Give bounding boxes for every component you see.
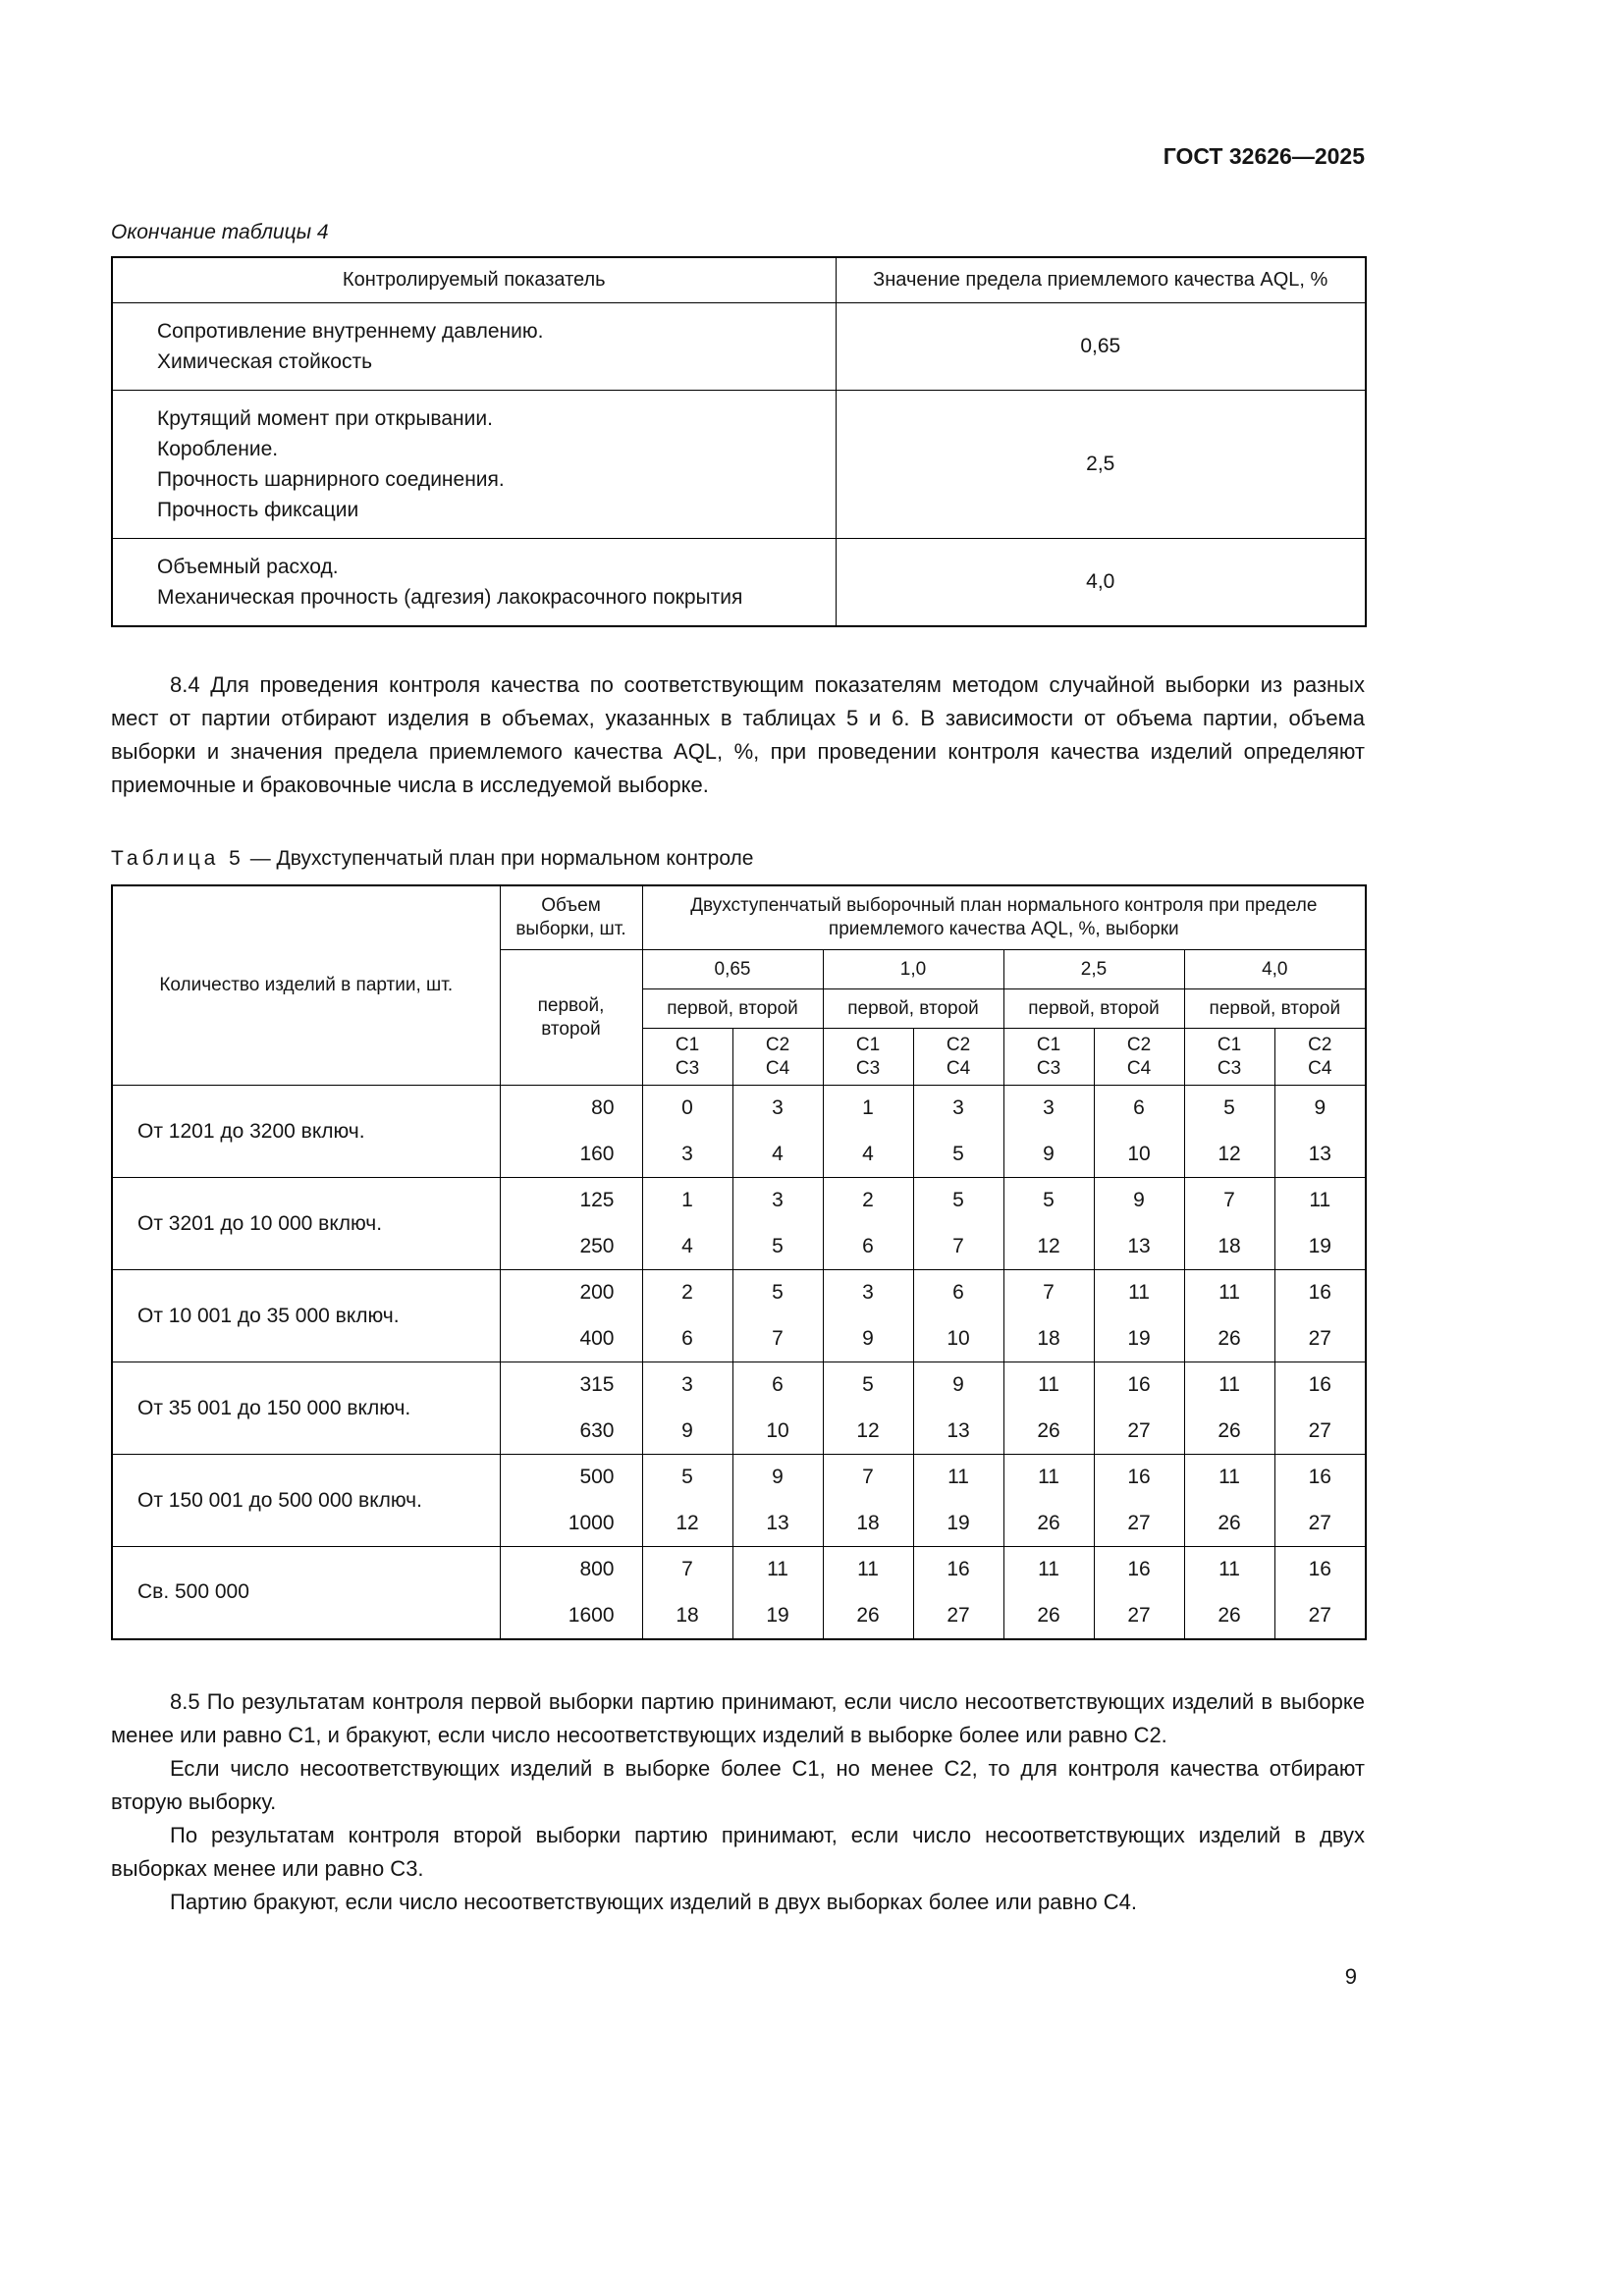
table5-group — [112, 1086, 1366, 1178]
aql-value-cell: 2,5 — [836, 390, 1366, 538]
accept-reject-cell: 11 — [1003, 1547, 1094, 1593]
accept-reject-cell: 7 — [1184, 1178, 1274, 1224]
accept-reject-cell: 3 — [913, 1086, 1003, 1132]
accept-reject-cell: 19 — [1094, 1316, 1184, 1362]
table5-pair-sub-1: первой, второй — [823, 989, 1003, 1029]
table5-pair-sub-0: первой, второй — [642, 989, 823, 1029]
indicator-line: Прочность фиксации — [157, 498, 359, 521]
accept-reject-cell: 16 — [1274, 1455, 1366, 1501]
accept-reject-cell: 12 — [1184, 1132, 1274, 1178]
accept-reject-cell: 5 — [823, 1362, 913, 1409]
table5-plan-title: Двухступенчатый выборочный план нормального контроля при пределе приемлемого качества AQL, %, выборки — [642, 885, 1366, 950]
accept-reject-cell: 6 — [823, 1224, 913, 1270]
accept-reject-cell: 18 — [823, 1501, 913, 1547]
accept-reject-cell: 5 — [732, 1224, 823, 1270]
table5 — [111, 884, 1367, 1640]
batch-range-cell: От 3201 до 10 000 включ. — [112, 1178, 500, 1270]
accept-reject-cell: 6 — [913, 1270, 1003, 1316]
accept-reject-cell: 11 — [1003, 1455, 1094, 1501]
accept-reject-cell: 19 — [732, 1593, 823, 1639]
c1-label: С1 — [855, 1034, 881, 1055]
sample-size-cell: 250 — [500, 1224, 642, 1270]
accept-reject-cell: 27 — [1274, 1316, 1366, 1362]
accept-reject-cell: 27 — [1274, 1593, 1366, 1639]
c4-label: С4 — [1308, 1057, 1332, 1079]
accept-reject-cell: 11 — [1184, 1547, 1274, 1593]
c4-label: С4 — [765, 1057, 790, 1079]
accept-reject-cell: 5 — [1003, 1178, 1094, 1224]
accept-reject-cell: 16 — [1094, 1455, 1184, 1501]
accept-reject-cell: 3 — [642, 1362, 732, 1409]
accept-reject-cell: 7 — [913, 1224, 1003, 1270]
doc-code-header: ГОСТ 32626—2025 — [1163, 143, 1365, 169]
sample-size-cell: 630 — [500, 1409, 642, 1455]
indicator-cell — [112, 538, 836, 626]
accept-reject-cell: 12 — [1003, 1224, 1094, 1270]
table5-head — [112, 885, 1366, 1086]
sample-size-cell: 315 — [500, 1362, 642, 1409]
accept-reject-cell: 5 — [913, 1132, 1003, 1178]
accept-reject-cell: 6 — [642, 1316, 732, 1362]
paragraph-8-5-4: Партию бракуют, если число несоответствующих изделий в двух выборках более или равно С4. — [170, 1889, 1137, 1914]
table4-head — [112, 257, 1366, 302]
accept-reject-cell: 27 — [1274, 1501, 1366, 1547]
accept-reject-cell: 3 — [732, 1086, 823, 1132]
table5-row — [112, 1270, 1366, 1316]
accept-reject-cell: 3 — [823, 1270, 913, 1316]
table5-aql-3: 4,0 — [1184, 950, 1366, 989]
table5-group — [112, 1270, 1366, 1362]
table5-c24-1 — [913, 1029, 1003, 1086]
c4-label: С4 — [946, 1057, 971, 1079]
accept-reject-cell: 2 — [823, 1178, 913, 1224]
table5-group — [112, 1362, 1366, 1455]
accept-reject-cell: 3 — [1003, 1086, 1094, 1132]
table5-pair-sub-2: первой, второй — [1003, 989, 1184, 1029]
accept-reject-cell: 7 — [642, 1547, 732, 1593]
accept-reject-cell: 11 — [823, 1547, 913, 1593]
accept-reject-cell: 7 — [732, 1316, 823, 1362]
accept-reject-cell: 3 — [732, 1178, 823, 1224]
c1-label: С1 — [1217, 1034, 1242, 1055]
sample-size-cell: 1000 — [500, 1501, 642, 1547]
batch-range-cell: Св. 500 000 — [112, 1547, 500, 1639]
accept-reject-cell: 16 — [1274, 1547, 1366, 1593]
table4-row — [112, 390, 1366, 538]
accept-reject-cell: 12 — [823, 1409, 913, 1455]
paragraph-8-5-2: Если число несоответствующих изделий в выборке более С1, но менее С2, то для контроля качества отбирают вторую выборку. — [111, 1755, 1365, 1814]
accept-reject-cell: 11 — [1274, 1178, 1366, 1224]
accept-reject-cell: 10 — [913, 1316, 1003, 1362]
accept-reject-cell: 0 — [642, 1086, 732, 1132]
table5-row — [112, 1362, 1366, 1409]
accept-reject-cell: 10 — [1094, 1132, 1184, 1178]
table5-group — [112, 1455, 1366, 1547]
table5-sample-sub: первой, второй — [500, 950, 642, 1086]
table5-col-batch: Количество изделий в партии, шт. — [112, 885, 500, 1086]
accept-reject-cell: 5 — [1184, 1086, 1274, 1132]
accept-reject-cell: 27 — [1094, 1409, 1184, 1455]
accept-reject-cell: 12 — [642, 1501, 732, 1547]
table5-row — [112, 1547, 1366, 1593]
accept-reject-cell: 1 — [642, 1178, 732, 1224]
table5-c13-0 — [642, 1029, 732, 1086]
accept-reject-cell: 18 — [642, 1593, 732, 1639]
sample-size-cell: 800 — [500, 1547, 642, 1593]
c3-label: С3 — [1217, 1057, 1242, 1079]
c3-label: С3 — [1036, 1057, 1061, 1079]
aql-value-cell: 4,0 — [836, 538, 1366, 626]
table4-row — [112, 538, 1366, 626]
c2-label: С2 — [1126, 1034, 1152, 1055]
table5-c24-0 — [732, 1029, 823, 1086]
sample-size-cell: 500 — [500, 1455, 642, 1501]
accept-reject-cell: 26 — [1184, 1316, 1274, 1362]
c3-label: С3 — [675, 1057, 700, 1079]
accept-reject-cell: 27 — [1274, 1409, 1366, 1455]
sample-size-cell: 200 — [500, 1270, 642, 1316]
accept-reject-cell: 5 — [913, 1178, 1003, 1224]
accept-reject-cell: 9 — [1094, 1178, 1184, 1224]
c1-label: С1 — [675, 1034, 700, 1055]
indicator-cell — [112, 390, 836, 538]
indicator-cell — [112, 302, 836, 390]
table5-group — [112, 1178, 1366, 1270]
accept-reject-cell: 2 — [642, 1270, 732, 1316]
accept-reject-cell: 26 — [1184, 1501, 1274, 1547]
accept-reject-cell: 4 — [732, 1132, 823, 1178]
accept-reject-cell: 16 — [1094, 1547, 1184, 1593]
accept-reject-cell: 27 — [913, 1593, 1003, 1639]
accept-reject-cell: 9 — [913, 1362, 1003, 1409]
table5-aql-2: 2,5 — [1003, 950, 1184, 989]
table5-c24-3 — [1274, 1029, 1366, 1086]
c4-label: С4 — [1126, 1057, 1152, 1079]
accept-reject-cell: 13 — [913, 1409, 1003, 1455]
accept-reject-cell: 16 — [1274, 1270, 1366, 1316]
accept-reject-cell: 6 — [1094, 1086, 1184, 1132]
accept-reject-cell: 11 — [1184, 1270, 1274, 1316]
accept-reject-cell: 4 — [823, 1132, 913, 1178]
table5-c13-1 — [823, 1029, 913, 1086]
table4-row — [112, 302, 1366, 390]
page-number: 9 — [1344, 1963, 1357, 1989]
accept-reject-cell: 27 — [1094, 1593, 1184, 1639]
accept-reject-cell: 10 — [732, 1409, 823, 1455]
aql-value-cell: 0,65 — [836, 302, 1366, 390]
accept-reject-cell: 16 — [1094, 1362, 1184, 1409]
sample-size-cell: 80 — [500, 1086, 642, 1132]
table5-caption-text: — Двухступенчатый план при нормальном контроле — [249, 846, 754, 870]
indicator-line: Химическая стойкость — [157, 349, 373, 373]
table5-col-sample: Объем выборки, шт. — [500, 885, 642, 950]
c2-label: С2 — [946, 1034, 971, 1055]
accept-reject-cell: 26 — [1003, 1593, 1094, 1639]
table4-col-aql: Значение предела приемлемого качества AQL, % — [836, 257, 1366, 302]
table5-aql-0: 0,65 — [642, 950, 823, 989]
accept-reject-cell: 6 — [732, 1362, 823, 1409]
sample-size-cell: 160 — [500, 1132, 642, 1178]
batch-range-cell: От 1201 до 3200 включ. — [112, 1086, 500, 1178]
indicator-line: Объемный расход. — [157, 555, 339, 578]
accept-reject-cell: 16 — [1274, 1362, 1366, 1409]
c1-label: С1 — [1036, 1034, 1061, 1055]
indicator-line: Прочность шарнирного соединения. — [157, 467, 505, 491]
paragraph-8-5-3: По результатам контроля второй выборки партию принимают, если число несоответствующих изделий в двух выборках менее или равно С3. — [111, 1822, 1365, 1881]
accept-reject-cell: 19 — [1274, 1224, 1366, 1270]
accept-reject-cell: 3 — [642, 1132, 732, 1178]
accept-reject-cell: 19 — [913, 1501, 1003, 1547]
paragraph-8-5-1: 8.5 По результатам контроля первой выборки партию принимают, если число несоответствующих изделий в выборке менее или равно С1, и бракуют, если число несоответствующих изделий в выборке более или равно С2. — [111, 1688, 1365, 1747]
table5-row — [112, 1086, 1366, 1132]
accept-reject-cell: 4 — [642, 1224, 732, 1270]
accept-reject-cell: 9 — [1003, 1132, 1094, 1178]
accept-reject-cell: 7 — [1003, 1270, 1094, 1316]
accept-reject-cell: 13 — [1094, 1224, 1184, 1270]
table5-header-row-1 — [112, 885, 1366, 950]
table5-row — [112, 1455, 1366, 1501]
table5-caption — [111, 847, 1365, 871]
accept-reject-cell: 1 — [823, 1086, 913, 1132]
accept-reject-cell: 9 — [823, 1316, 913, 1362]
sample-size-cell: 400 — [500, 1316, 642, 1362]
accept-reject-cell: 7 — [823, 1455, 913, 1501]
accept-reject-cell: 11 — [1184, 1362, 1274, 1409]
accept-reject-cell: 11 — [1184, 1455, 1274, 1501]
table5-group — [112, 1547, 1366, 1639]
table5-pair-sub-3: первой, второй — [1184, 989, 1366, 1029]
accept-reject-cell: 27 — [1094, 1501, 1184, 1547]
table4 — [111, 256, 1367, 627]
c2-label: С2 — [765, 1034, 790, 1055]
accept-reject-cell: 18 — [1003, 1316, 1094, 1362]
batch-range-cell: От 10 001 до 35 000 включ. — [112, 1270, 500, 1362]
accept-reject-cell: 13 — [732, 1501, 823, 1547]
accept-reject-cell: 9 — [1274, 1086, 1366, 1132]
table4-body — [112, 302, 1366, 626]
table4-col-indicator: Контролируемый показатель — [112, 257, 836, 302]
section-8-5 — [111, 1685, 1365, 1919]
accept-reject-cell: 9 — [642, 1409, 732, 1455]
sample-size-cell: 1600 — [500, 1593, 642, 1639]
table5-c13-3 — [1184, 1029, 1274, 1086]
accept-reject-cell: 11 — [1094, 1270, 1184, 1316]
c2-label: С2 — [1308, 1034, 1332, 1055]
accept-reject-cell: 9 — [732, 1455, 823, 1501]
document-page — [111, 0, 1365, 1990]
accept-reject-cell: 26 — [1003, 1409, 1094, 1455]
accept-reject-cell: 26 — [1184, 1593, 1274, 1639]
table5-c13-2 — [1003, 1029, 1094, 1086]
accept-reject-cell: 11 — [1003, 1362, 1094, 1409]
table5-c24-2 — [1094, 1029, 1184, 1086]
batch-range-cell: От 35 001 до 150 000 включ. — [112, 1362, 500, 1455]
c3-label: С3 — [855, 1057, 881, 1079]
accept-reject-cell: 26 — [1003, 1501, 1094, 1547]
accept-reject-cell: 13 — [1274, 1132, 1366, 1178]
sample-size-cell: 125 — [500, 1178, 642, 1224]
table4-header-row — [112, 257, 1366, 302]
accept-reject-cell: 26 — [823, 1593, 913, 1639]
accept-reject-cell: 11 — [732, 1547, 823, 1593]
paragraph-8-4: 8.4 Для проведения контроля качества по соответствующим показателям методом случайной выборки из разных мест от партии отбирают изделия в объемах, указанных в таблицах 5 и 6. В зависимости от объема партии, объема выборки и значения предела приемлемого качества AQL, %, при проведении контроля качества изделий определяют приемочные и браковочные числа в исследуемой выборке. — [111, 671, 1365, 797]
indicator-line: Сопротивление внутреннему давлению. — [157, 319, 544, 343]
table5-row — [112, 1178, 1366, 1224]
accept-reject-cell: 18 — [1184, 1224, 1274, 1270]
table5-caption-label: Таблица 5 — [111, 846, 244, 870]
indicator-line: Коробление. — [157, 437, 279, 460]
accept-reject-cell: 5 — [642, 1455, 732, 1501]
accept-reject-cell: 11 — [913, 1455, 1003, 1501]
indicator-line: Крутящий момент при открывании. — [157, 406, 493, 430]
accept-reject-cell: 16 — [913, 1547, 1003, 1593]
indicator-line: Механическая прочность (адгезия) лакокрасочного покрытия — [157, 585, 743, 609]
batch-range-cell: От 150 001 до 500 000 включ. — [112, 1455, 500, 1547]
table4-continuation-caption: Окончание таблицы 4 — [111, 221, 329, 243]
table5-aql-1: 1,0 — [823, 950, 1003, 989]
accept-reject-cell: 5 — [732, 1270, 823, 1316]
accept-reject-cell: 26 — [1184, 1409, 1274, 1455]
